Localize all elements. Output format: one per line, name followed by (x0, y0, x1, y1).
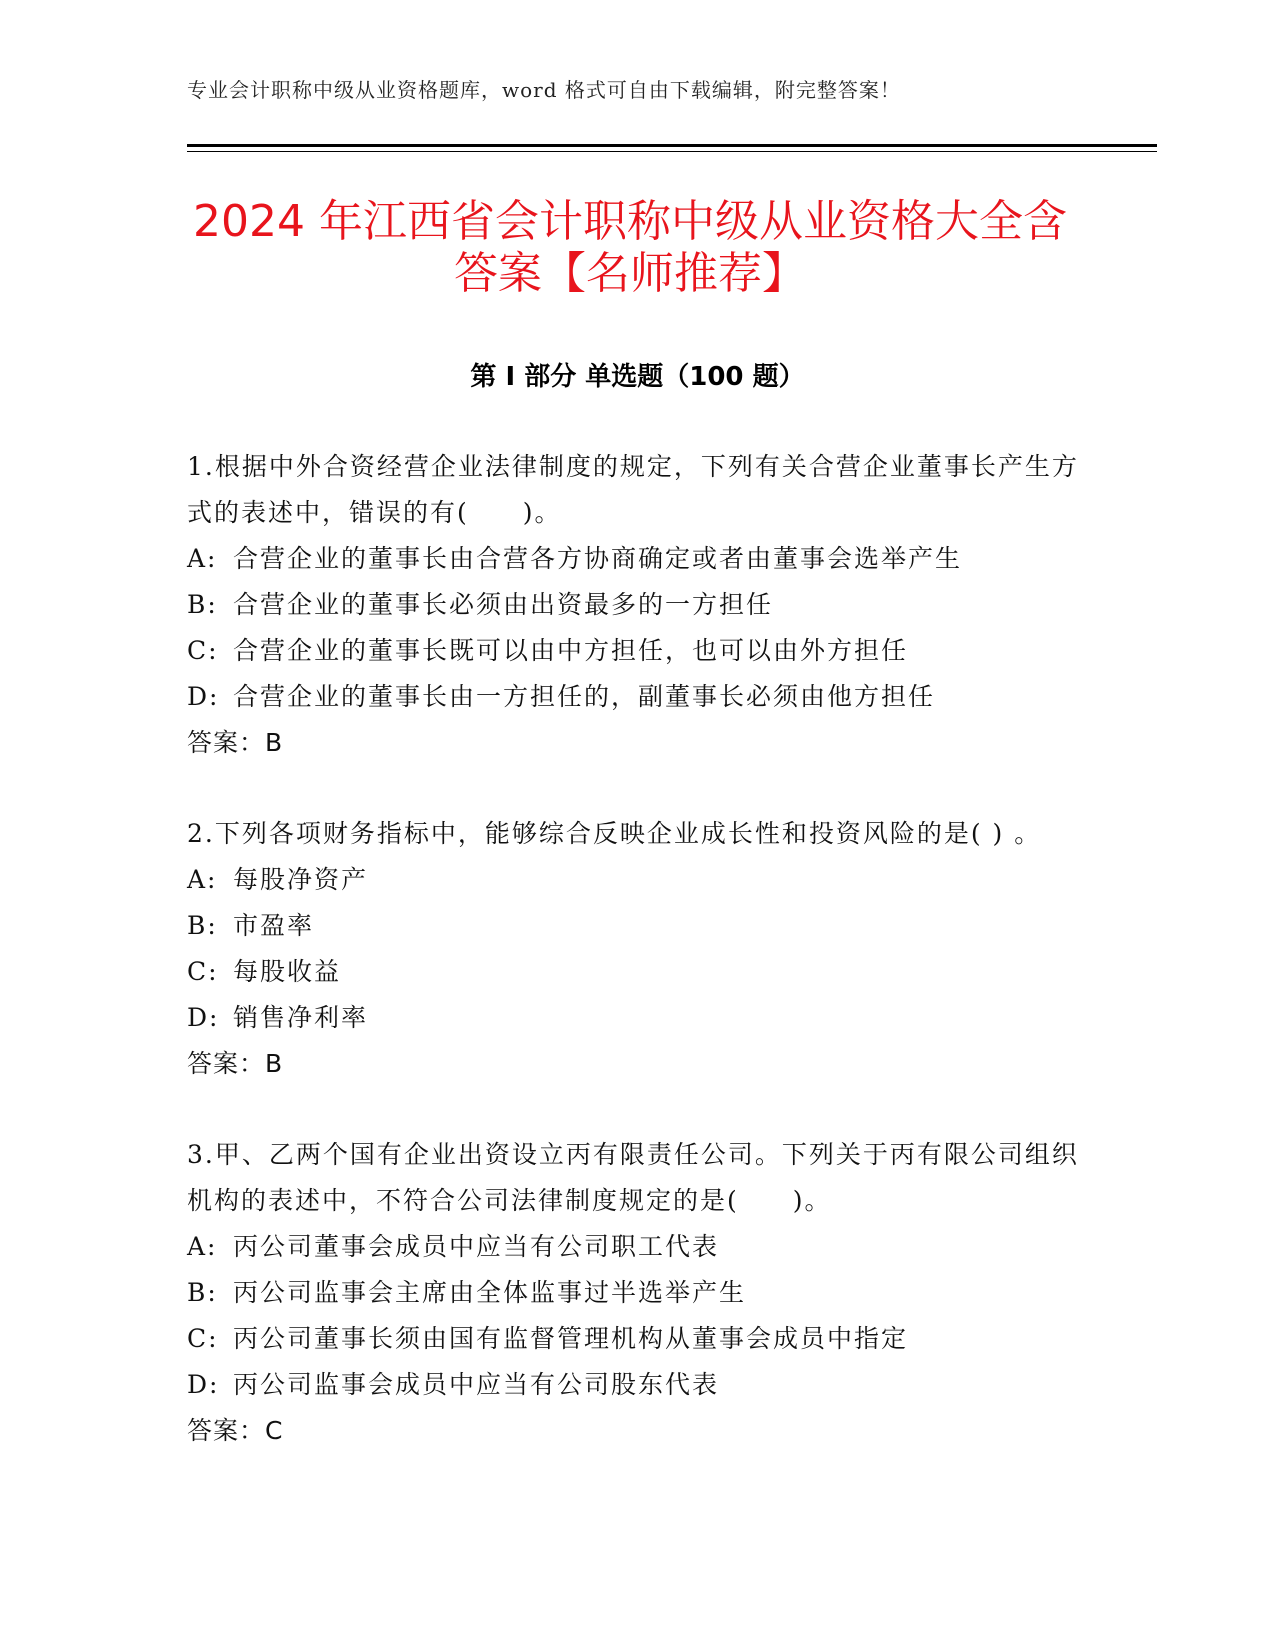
option-d (187, 1362, 1087, 1408)
question-1 (187, 444, 1087, 766)
option-text: 合营企业的董事长既可以由中方担任，也可以由外方担任 (233, 636, 909, 665)
document-title: 2024 年江西省会计职称中级从业资格大全含答案【名师推荐】 (193, 196, 1067, 299)
question-2 (187, 811, 1087, 1087)
option-key: B: (187, 1278, 218, 1307)
header-rule-thick (187, 144, 1157, 147)
option-key: C: (187, 957, 219, 986)
question-text: 3.甲、乙两个国有企业出资设立丙有限责任公司。下列关于丙有限公司组织机构的表述中，不符合公司法律制度规定的是( )。 (187, 1140, 1079, 1215)
header-rule-thin (187, 151, 1157, 152)
option-key: C: (187, 636, 219, 665)
option-key: A: (187, 865, 218, 894)
option-text: 丙公司董事长须由国有监督管理机构从董事会成员中指定 (233, 1324, 909, 1353)
answer: 答案：B (187, 1049, 284, 1078)
option-key: A: (187, 544, 218, 573)
option-text: 丙公司监事会成员中应当有公司股东代表 (233, 1370, 720, 1399)
option-key: D: (187, 682, 220, 711)
option-d (187, 674, 1087, 720)
option-text: 合营企业的董事长由合营各方协商确定或者由董事会选举产生 (233, 544, 963, 573)
option-b (187, 903, 1087, 949)
question-list (187, 444, 1087, 1499)
option-key: D: (187, 1003, 220, 1032)
option-d (187, 995, 1087, 1041)
option-text: 丙公司董事会成员中应当有公司职工代表 (233, 1232, 720, 1261)
option-key: C: (187, 1324, 219, 1353)
option-b (187, 582, 1087, 628)
answer: 答案：C (187, 1416, 284, 1445)
option-text: 合营企业的董事长必须由出资最多的一方担任 (233, 590, 774, 619)
option-text: 丙公司监事会主席由全体监事过半选举产生 (233, 1278, 747, 1307)
option-a (187, 536, 1087, 582)
option-a (187, 1224, 1087, 1270)
page-header: 专业会计职称中级从业资格题库，word 格式可自由下载编辑，附完整答案！ (187, 78, 901, 102)
question-text: 2.下列各项财务指标中，能够综合反映企业成长性和投资风险的是( ) 。 (187, 819, 1042, 848)
option-text: 市盈率 (233, 911, 315, 940)
answer: 答案：B (187, 728, 284, 757)
option-key: D: (187, 1370, 220, 1399)
option-c (187, 949, 1087, 995)
question-text: 1.根据中外合资经营企业法律制度的规定，下列有关合营企业董事长产生方式的表述中，错误的有( )。 (187, 452, 1079, 527)
option-text: 每股收益 (233, 957, 342, 986)
option-a (187, 857, 1087, 903)
option-c (187, 1316, 1087, 1362)
option-key: A: (187, 1232, 218, 1261)
option-text: 合营企业的董事长由一方担任的，副董事长必须由他方担任 (233, 682, 936, 711)
option-b (187, 1270, 1087, 1316)
option-key: B: (187, 590, 218, 619)
option-text: 每股净资产 (233, 865, 369, 894)
option-key: B: (187, 911, 218, 940)
section-title: 第 I 部分 单选题（100 题） (470, 362, 805, 392)
question-3 (187, 1132, 1087, 1454)
option-text: 销售净利率 (233, 1003, 369, 1032)
option-c (187, 628, 1087, 674)
